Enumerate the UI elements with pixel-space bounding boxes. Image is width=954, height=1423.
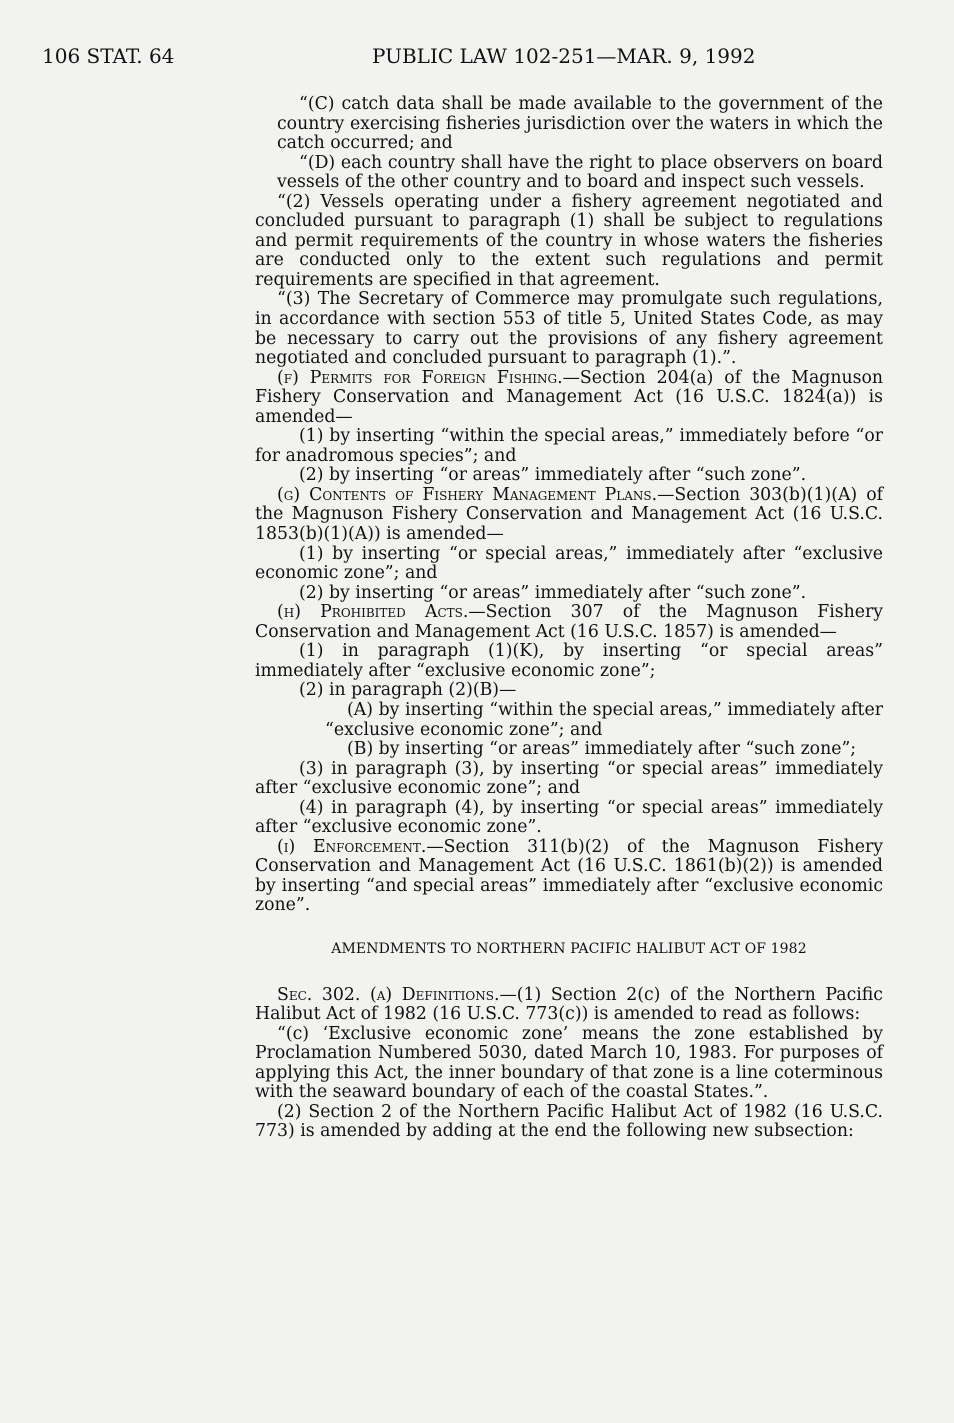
- paragraph: (4) in paragraph (4), by inserting “or special areas” immediately after “exclusive economic zone”.: [255, 797, 883, 838]
- section-302: Sec. 302. (a) Definitions.—(1) Section 2(c) of the Northern Pacific Halibut Act of 1982 (16 U.S.C. 773(c)) is amended to read as follows:: [255, 984, 883, 1025]
- paragraph: “(D) each country shall have the right to place observers on board vessels of the other country and to board and inspect such vessels.: [277, 152, 883, 193]
- paragraph: (2) by inserting “or areas” immediately after “such zone”.: [299, 582, 807, 603]
- section-caption: (f) Permits for Foreign Fishing.: [277, 367, 563, 388]
- page-header: [42, 44, 882, 74]
- document-body: [255, 95, 883, 1142]
- paragraph: “(C) catch data shall be made available to the government of the country exercising fisheries jurisdiction over the waters in which the catch occurred; and: [277, 94, 883, 154]
- section-caption: (h) Prohibited Acts.: [277, 602, 469, 623]
- paragraph: (2) by inserting “or areas” immediately after “such zone”.: [299, 465, 807, 486]
- section-caption: (i) Enforcement.: [277, 836, 427, 857]
- law-citation: PUBLIC LAW 102-251—MAR. 9, 1992: [372, 44, 756, 68]
- paragraph: “(3) The Secretary of Commerce may promulgate such regulations, in accordance with section 553 of title 5, United States Code, as may be necessary to carry out the provisions of any fishery agreement negotiated and concluded pursuant to paragraph (1).”.: [255, 289, 883, 369]
- subsection-f: (f) Permits for Foreign Fishing.—Section 204(a) of the Magnuson Fishery Conservation and Management Act (16 U.S.C. 1824(a)) is amended—: [255, 367, 883, 427]
- paragraph: (A) by inserting “within the special areas,” immediately after “exclusive economic zone”; and: [325, 699, 883, 740]
- section-caption: (g) Contents of Fishery Management Plans.: [277, 484, 658, 505]
- paragraph: (1) in paragraph (1)(K), by inserting “or special areas” immediately after “exclusive economic zone”;: [255, 641, 883, 681]
- subsection-g: (g) Contents of Fishery Management Plans.—Section 303(b)(1)(A) of the Magnuson Fishery Conservation and Management Act (16 U.S.C. 1853(b)(1)(A)) is amended—: [255, 484, 883, 545]
- section-caption: Sec. 302. (a) Definitions.: [277, 984, 500, 1005]
- subsection-i: (i) Enforcement.—Section 311(b)(2) of the Magnuson Fishery Conservation and Management Act (16 U.S.C. 1861(b)(2)) is amended by inserting “and special areas” immediately after “exclusive economic zone”.: [255, 836, 883, 916]
- paragraph: (2) Section 2 of the Northern Pacific Halibut Act of 1982 (16 U.S.C. 773) is amended by adding at the end the following new subsection:: [255, 1101, 883, 1142]
- paragraph: “(2) Vessels operating under a fishery agreement negotiated and concluded pursuant to paragraph (1) shall be subject to regulations and permit requirements of the country in whose waters the fisheries are conducted only to the extent such regulations and permit requirements are specified in that agreement.: [255, 191, 883, 290]
- paragraph: (1) by inserting “within the special areas,” immediately before “or for anadromous species”; and: [255, 426, 883, 466]
- page-reference: 106 STAT. 64: [42, 44, 175, 68]
- paragraph: (3) in paragraph (3), by inserting “or special areas” immediately after “exclusive economic zone”; and: [255, 758, 883, 799]
- paragraph: (B) by inserting “or areas” immediately after “such zone”;: [347, 739, 857, 760]
- subsection-h: (h) Prohibited Acts.—Section 307 of the Magnuson Fishery Conservation and Management Act (16 U.S.C. 1857) is amended—: [255, 602, 884, 642]
- section-heading: AMENDMENTS TO NORTHERN PACIFIC HALIBUT ACT OF 1982: [331, 940, 807, 957]
- paragraph: “(c) ‘Exclusive economic zone’ means the zone established by Proclamation Numbered 5030, dated March 10, 1983. For purposes of applying this Act, the inner boundary of that zone is a line coterminous with the seaward boundary of each of the coastal States.”.: [255, 1023, 883, 1103]
- paragraph: (2) in paragraph (2)(B)—: [299, 680, 517, 701]
- paragraph: (1) by inserting “or special areas,” immediately after “exclusive economic zone”; and: [255, 543, 883, 584]
